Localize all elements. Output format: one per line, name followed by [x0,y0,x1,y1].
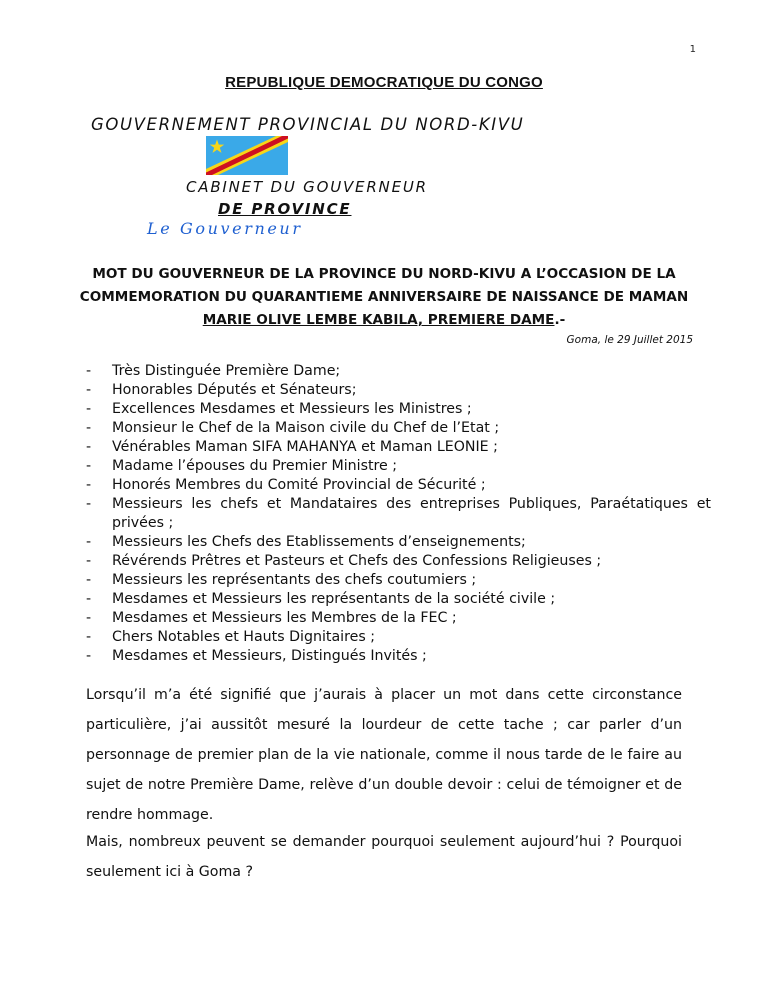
date-line: Goma, le 29 Juillet 2015 [566,334,693,346]
list-item: - Très Distinguée Première Dame; [86,363,341,379]
cabinet-heading: CABINET DU GOUVERNEUR [186,178,428,196]
list-item: - Messieurs les représentants des chefs coutumiers ; [86,572,477,588]
list-item: - Honorés Membres du Comité Provincial de Sécurité ; [86,477,486,493]
body-paragraph-1: Lorsqu’il m’a été signifié que j’aurais à placer un mot dans cette circonstance particulière, j’ai aussitôt mesuré la lourdeur de cette tache ; car parler d’un personnage de premier plan de la vie nationale, comme il nous tarde de le faire au sujet de notre Première Dame, relève d’un double devoir : celui de témoigner et de rendre hommage. [86,687,682,823]
list-item: - Messieurs les chefs et Mandataires des entreprises Publiques, Paraétatiques et privées ; [86,496,711,531]
list-item: - Révérends Prêtres et Pasteurs et Chefs des Confessions Religieuses ; [86,553,602,569]
list-item: - Monsieur le Chef de la Maison civile du Chef de l’Etat ; [86,420,500,436]
drc-flag-icon [206,136,288,175]
document-title [64,263,704,332]
list-item: - Vénérables Maman SIFA MAHANYA et Maman LEONIE ; [86,439,498,455]
title-line-2: COMMEMORATION DU QUARANTIEME ANNIVERSAIRE DE NAISSANCE DE MAMAN [79,289,689,305]
list-item: - Madame l’épouses du Premier Ministre ; [86,458,398,474]
government-heading: GOUVERNEMENT PROVINCIAL DU NORD-KIVU [91,115,525,134]
page-number: 1 [689,44,696,55]
list-item: - Mesdames et Messieurs, Distingués Invités ; [86,648,427,664]
title-line-1: MOT DU GOUVERNEUR DE LA PROVINCE DU NORD-KIVU A L’OCCASION DE LA [92,266,676,282]
title-line-3-underlined: MARIE OLIVE LEMBE KABILA, PREMIERE DAME [202,312,555,328]
salutations-list [86,362,711,666]
republic-heading: REPUBLIQUE DEMOCRATIQUE DU CONGO [225,74,543,91]
list-item: - Honorables Députés et Sénateurs; [86,382,357,398]
list-item: - Excellences Mesdames et Messieurs les Ministres ; [86,401,472,417]
list-item: - Mesdames et Messieurs les représentants de la société civile ; [86,591,556,607]
title-line-3 [64,309,704,332]
list-item: - Chers Notables et Hauts Dignitaires ; [86,629,376,645]
province-heading: DE PROVINCE [218,200,352,218]
title-line-3-suffix: .- [554,312,566,328]
governor-label: Le Gouverneur [147,219,303,238]
body-paragraph-2: Mais, nombreux peuvent se demander pourquoi seulement aujourd’hui ? Pourquoi seulement ici à Goma ? [86,834,682,880]
list-item: - Mesdames et Messieurs les Membres de la FEC ; [86,610,457,626]
list-item: - Messieurs les Chefs des Etablissements d’enseignements; [86,534,526,550]
